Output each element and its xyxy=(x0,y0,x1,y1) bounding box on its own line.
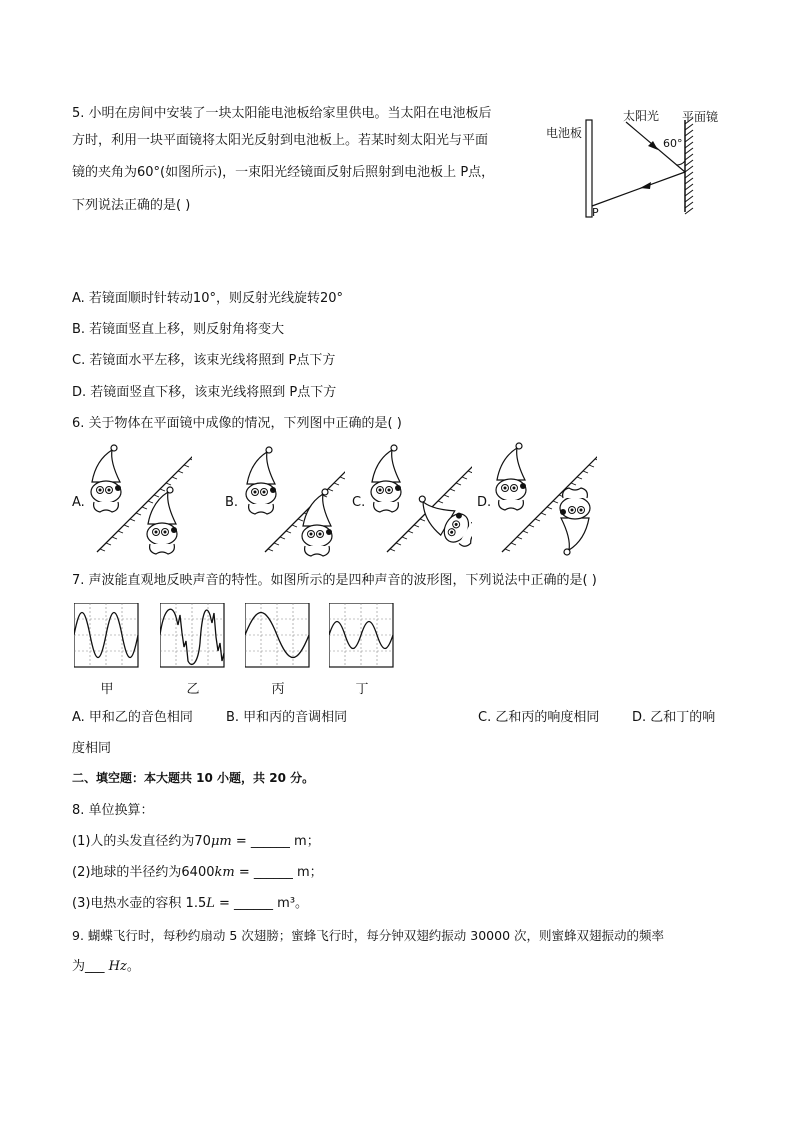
reflected-arrow xyxy=(640,182,651,189)
q7-option-c: C. 乙和丙的响度相同 xyxy=(478,710,600,725)
q9-line2 xyxy=(72,957,140,977)
q8-p1-prefix: (1)人的头发直径约为70 xyxy=(72,834,211,849)
fig-point-label: P xyxy=(592,206,599,219)
q8-p3-suffix: = ______ m³。 xyxy=(214,896,309,911)
waveform-jia xyxy=(74,603,140,669)
q8-p3-prefix: (3)电热水壶的容积 1.5 xyxy=(72,896,207,911)
waveform-yi xyxy=(160,603,226,669)
q9-unit: Hz xyxy=(108,959,127,974)
waveform-bing xyxy=(245,603,311,669)
q8-p1-unit: μm xyxy=(210,834,232,849)
q5-text-line2: 方时，利用一块平面镜将太阳光反射到电池板上。若某时刻太阳光与平面 xyxy=(72,133,489,148)
fig-sunlight-label: 太阳光 xyxy=(623,109,660,123)
q5-option-c: C. 若镜面水平左移，该束光线将照到 P点下方 xyxy=(72,353,336,368)
q7-option-b: B. 甲和丙的音调相同 xyxy=(226,710,348,725)
wave-label-yi: 乙 xyxy=(186,682,200,697)
q6-option-c-figure xyxy=(362,440,472,560)
q8-title: 8. 单位换算： xyxy=(72,803,154,818)
q8-part3 xyxy=(72,894,308,914)
q7-text: 7. 声波能直观地反映声音的特性。如图所示的是四种声音的波形图，下列说法中正确的是( ) xyxy=(72,573,597,588)
fig-panel-label: 电池板 xyxy=(546,126,583,140)
q6-text: 6. 关于物体在平面镜中成像的情况，下列图中正确的是( ) xyxy=(72,416,402,431)
mirror-hatching xyxy=(685,118,693,214)
q5-text-line1: 5. 小明在房间中安装了一块太阳能电池板给家里供电。当太阳在电池板后 xyxy=(72,106,492,121)
q9-line2-prefix: 为___ xyxy=(72,959,109,974)
q9-line2-suffix: 。 xyxy=(126,959,140,974)
reflected-ray xyxy=(592,172,685,206)
q6-option-b-figure xyxy=(235,440,345,560)
q8-p2-prefix: (2)地球的半径约为6400 xyxy=(72,865,215,880)
angle-arc xyxy=(676,161,685,165)
q5-option-d: D. 若镜面竖直下移，该束光线将照到 P点下方 xyxy=(72,385,337,400)
q7-option-d: D. 乙和丁的响 xyxy=(632,710,716,725)
q6-label-a: A. xyxy=(72,495,85,510)
q6-label-c: C. xyxy=(352,495,366,510)
q6-option-a-figure xyxy=(82,440,192,560)
q6-label-d: D. xyxy=(477,495,492,510)
q8-part2 xyxy=(72,863,323,883)
solar-panel-shape xyxy=(586,120,592,217)
section-heading: 二、填空题：本大题共 10 小题，共 20 分。 xyxy=(72,771,315,785)
q9-line1: 9. 蝴蝶飞行时，每秒约扇动 5 次翅膀；蜜蜂飞行时，每分钟双翅约振动 30000 次，则蜜蜂双翅振动的频率 xyxy=(72,928,665,943)
q8-p2-suffix: = ______ m； xyxy=(234,865,323,880)
q8-p3-unit: L xyxy=(206,896,215,911)
q8-p1-suffix: = ______ m； xyxy=(231,834,320,849)
q6-label-b: B. xyxy=(225,495,239,510)
wave-label-jia: 甲 xyxy=(100,682,114,697)
wave-label-ding: 丁 xyxy=(355,682,369,697)
q7-option-a: A. 甲和乙的音色相同 xyxy=(72,710,193,725)
fig-mirror-label: 平面镜 xyxy=(682,110,719,124)
wave-label-bing: 丙 xyxy=(271,682,285,697)
q8-part1 xyxy=(72,832,320,852)
q5-option-a: A. 若镜面顺时针转动10°，则反射光线旋转20° xyxy=(72,291,344,306)
fig-angle-label: 60° xyxy=(663,137,683,150)
q5-option-b: B. 若镜面竖直上移，则反射角将变大 xyxy=(72,322,285,337)
q5-text-line3: 镜的夹角为60°(如图所示)，一束阳光经镜面反射后照射到电池板上 P点， xyxy=(72,165,495,180)
q5-text-line4: 下列说法正确的是( ) xyxy=(72,198,191,213)
q8-p2-unit: km xyxy=(214,865,235,880)
waveform-ding xyxy=(329,603,395,669)
q7-option-d-cont: 度相同 xyxy=(72,741,112,756)
q6-option-d-figure xyxy=(487,440,597,560)
